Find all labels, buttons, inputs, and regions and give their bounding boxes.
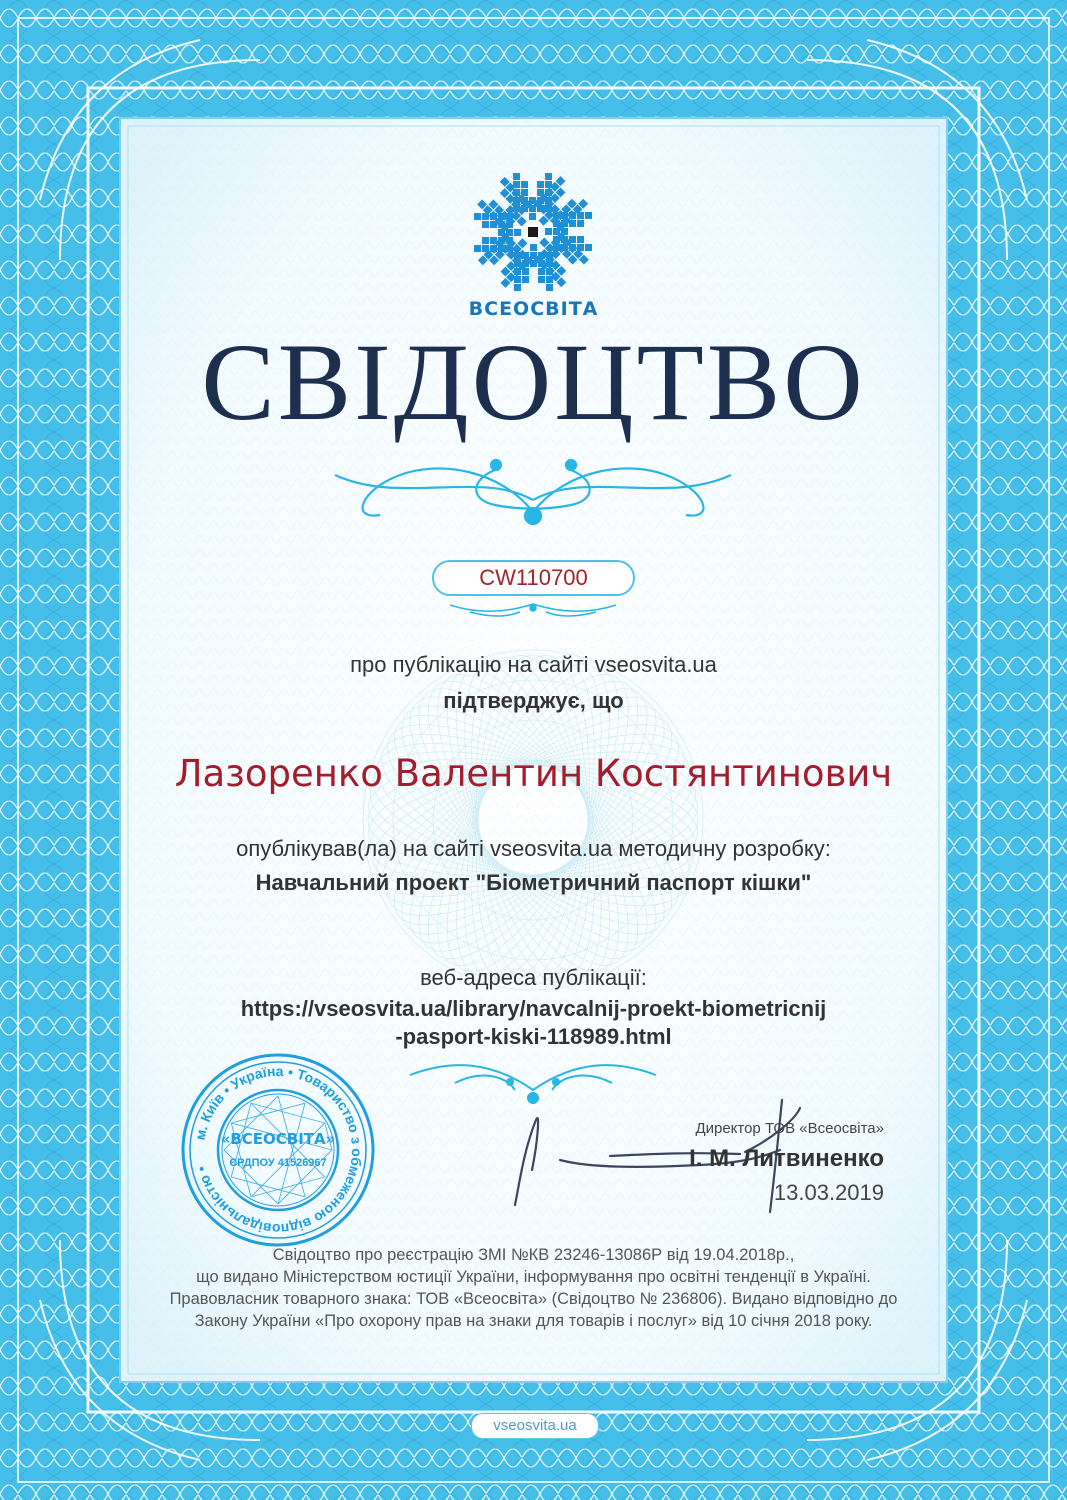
footer-line-4: Закону України «Про охорону прав на знаки для товарів і послуг» від 10 січня 2018 року. [194,1312,873,1330]
publication-url-line2[interactable]: -pasport-kiski-118989.html [395,1024,672,1049]
publication-intro: про публікацію на сайті vseosvita.ua [350,652,717,677]
director-name: І. М. Литвиненко [689,1145,884,1172]
footer-site-link[interactable]: vseosvita.ua [471,1413,599,1439]
recipient-name: Лазоренко Валентин Костянтинович [174,752,893,795]
stamp-ring-text: м. Київ • Україна • Товариство з обмеженою відповідальністю • [191,1062,366,1238]
certificate-date: 13.03.2019 [773,1180,884,1205]
stamp-edrpou: ЄРДПОУ 41526967 [229,1157,327,1169]
url-label: веб-адреса публікації: [420,965,647,990]
footer-line-3: Правовласник товарного знака: ТОВ «Всеосвіта» (Свідоцтво № 236806). Видано відповідно до [169,1290,898,1308]
certificate-title: СВІДОЦТВО [201,321,866,443]
footer-line-1: Свідоцтво про реєстрацію ЗМІ №КВ 23246-13086Р від 19.04.2018р., [272,1246,795,1264]
publication-url-line1[interactable]: https://vseosvita.ua/library/navcalnij-proekt-biometricnij [240,996,827,1021]
work-title: Навчальний проект "Біометричний паспорт кішки" [255,870,812,895]
brand-name: ВСЕОСВІТА [468,298,599,320]
director-title: Директор ТОВ «Всеосвіта» [695,1120,884,1137]
stamp-center-text: «ВСЕОСВІТА» [220,1130,336,1148]
certificate-code: CW110700 [432,560,635,596]
published-text: опублікував(ла) на сайті vseosvita.ua методичну розробку: [236,836,831,861]
confirms-text: підтверджує, що [443,688,624,713]
footer-line-2: що видано Міністерством юстиції України, інформування про освітні тенденції в Україні. [196,1268,871,1286]
